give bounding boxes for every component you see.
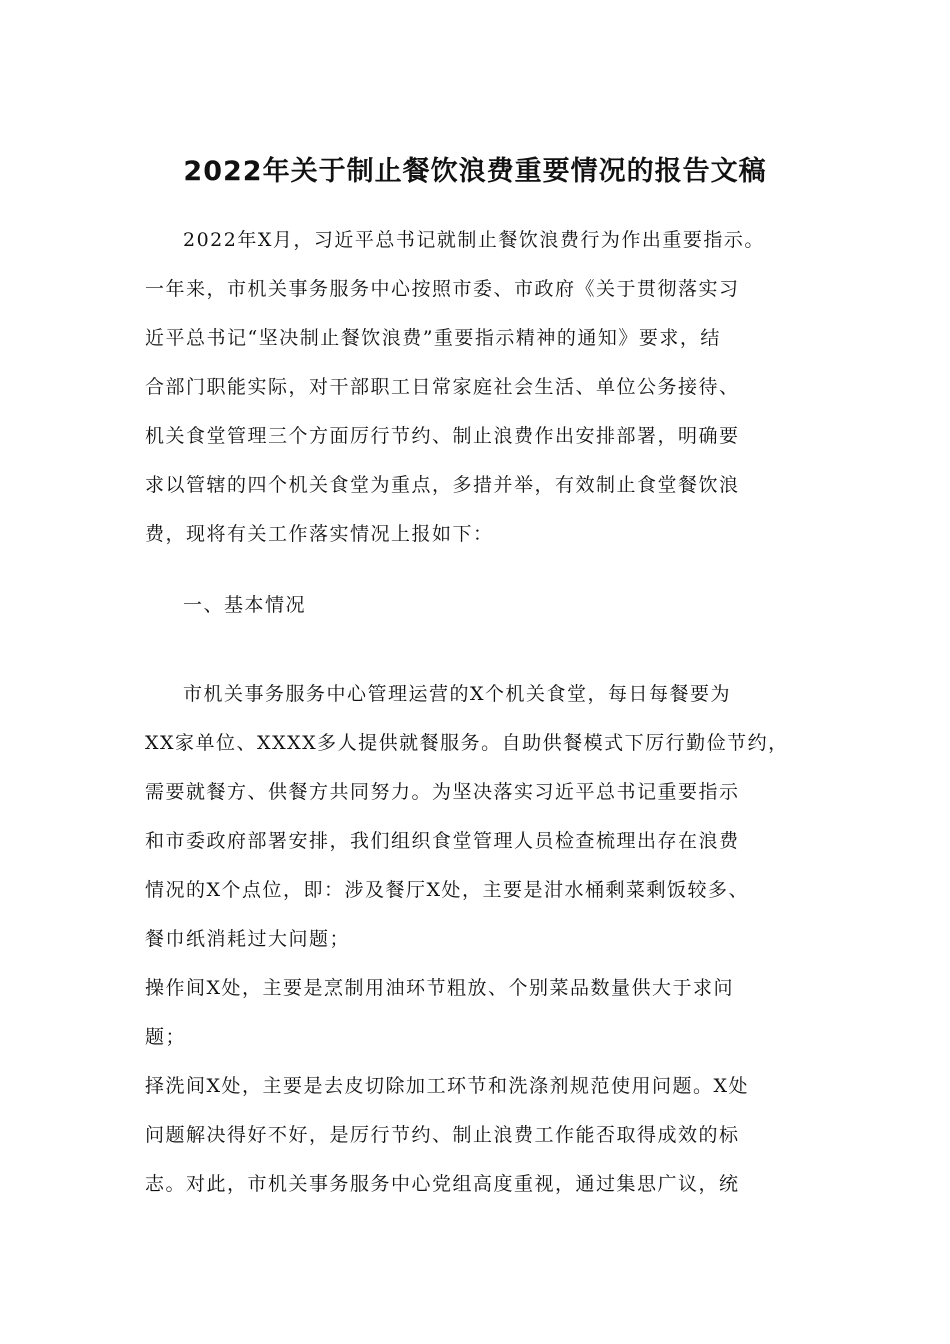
text-line: 情况的X个点位，即：涉及餐厅X处，主要是泔水桶剩菜剩饭较多、 <box>145 879 750 901</box>
text-line: 题； <box>145 1026 187 1048</box>
text-line: 需要就餐方、供餐方共同努力。为坚决落实习近平总书记重要指示 <box>145 781 740 803</box>
text-line: 志。对此，市机关事务服务中心党组高度重视，通过集思广议，统 <box>145 1173 740 1195</box>
paragraph-kitchen <box>145 964 825 1062</box>
text-line: 择洗间X处，主要是去皮切除加工环节和洗涤剂规范使用问题。X处 <box>145 1075 750 1097</box>
document-title: 2022年关于制止餐饮浪费重要情况的报告文稿 <box>183 156 767 187</box>
text-line: 餐巾纸消耗过大问题； <box>145 928 351 950</box>
text-line: 2022年X月，习近平总书记就制止餐饮浪费行为作出重要指示。 <box>183 229 765 251</box>
document-body <box>145 216 825 1209</box>
text-line: 机关食堂管理三个方面厉行节约、制止浪费作出安排部署，明确要 <box>145 425 740 447</box>
paragraph-washing-room <box>145 1062 825 1209</box>
section-heading: 一、基本情况 <box>183 594 307 616</box>
text-line: 问题解决得好不好，是厉行节约、制止浪费工作能否取得成效的标 <box>145 1124 740 1146</box>
paragraph-basic-situation <box>145 670 825 964</box>
text-line: 费，现将有关工作落实情况上报如下： <box>145 523 494 545</box>
text-line: 市机关事务服务中心管理运营的X个机关食堂，每日每餐要为 <box>183 683 732 705</box>
paragraph-intro <box>145 216 825 559</box>
text-line: 操作间X处，主要是烹制用油环节粗放、个别菜品数量供大于求问 <box>145 977 735 999</box>
text-line: 求以管辖的四个机关食堂为重点，多措并举，有效制止食堂餐饮浪 <box>145 474 740 496</box>
text-line: 合部门职能实际，对干部职工日常家庭社会生活、单位公务接待、 <box>145 376 740 398</box>
text-line: 一年来，市机关事务服务中心按照市委、市政府《关于贯彻落实习 <box>145 278 740 300</box>
text-line: 和市委政府部署安排，我们组织食堂管理人员检查梳理出存在浪费 <box>145 830 740 852</box>
text-line: 近平总书记“坚决制止餐饮浪费”重要指示精神的通知》要求，结 <box>145 327 721 349</box>
text-line: XX家单位、XXXX多人提供就餐服务。自助供餐模式下厉行勤俭节约， <box>145 732 789 754</box>
